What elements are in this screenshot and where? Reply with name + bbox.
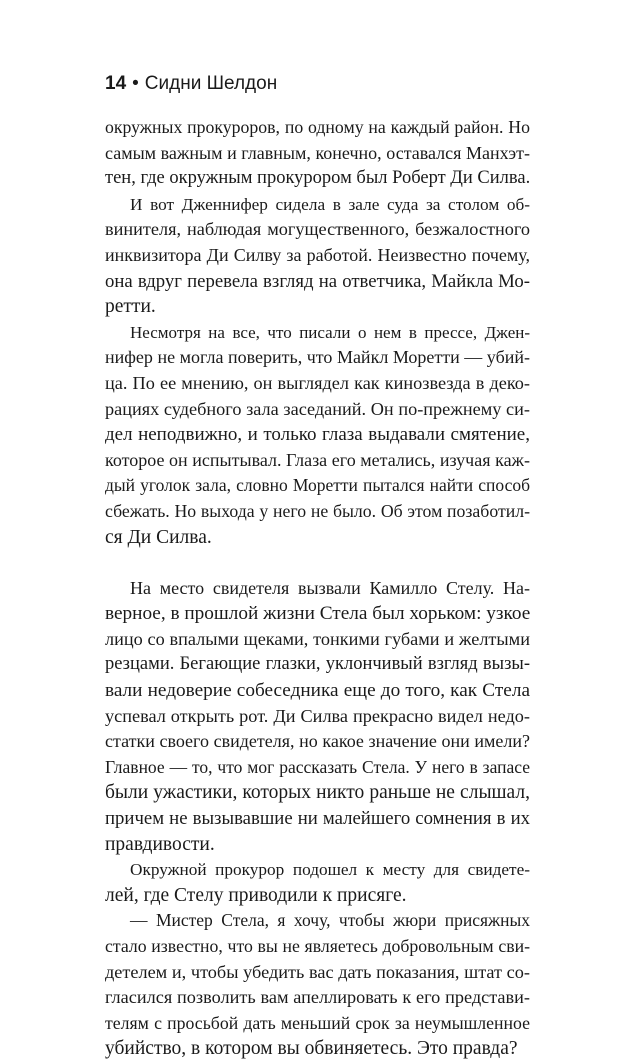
text-line: причем не вызывавшие ни малейшего сомнения в их (105, 808, 530, 830)
text-line: окружных прокуроров, по одному на каждый район. Но (105, 117, 530, 137)
text-line: гласился позволить вам апеллировать к его представи- (105, 987, 530, 1008)
text-line: она вдруг перевела взгляд на ответчика, Майкла Мо- (105, 270, 530, 292)
text-line: были ужастики, которых никто раньше не слышал, (105, 782, 530, 804)
section-break (105, 550, 530, 576)
text-line: резцами. Бегающие глазки, уклончивый взгляд вызы- (105, 654, 530, 675)
text-line: стало известно, что вы не являетесь добровольным сви- (105, 936, 530, 956)
text-line: И вот Дженнифер сидела в зале суда за столом об- (130, 194, 530, 214)
text-line: инквизитора Ди Силву за работой. Неизвестно почему, (105, 244, 530, 265)
text-line: лицо со впалыми щеками, тонкими губами и желтыми (105, 628, 530, 649)
text-line: Окружной прокурор подошел к месту для свидете- (130, 860, 530, 880)
text-line: рациях судебного зала заседаний. Он по-прежнему си- (105, 398, 530, 419)
text-line: дый уголок зала, словно Моретти пытался найти способ (105, 475, 530, 496)
text-line: нифер не могла поверить, что Майкл Моретти — убий- (105, 347, 530, 368)
text-line: статки своего свидетеля, но какое значение они имели? (105, 731, 530, 752)
text-line: Несмотря на все, что писали о нем в прессе, Джен- (130, 322, 530, 342)
text-line: телям с просьбой дать меньший срок за неумышленное (105, 1012, 530, 1033)
separator-bullet: • (132, 73, 139, 94)
page-number: 14 (105, 73, 127, 94)
text-line: винителя, наблюдая могущественного, безжалостного (105, 219, 530, 240)
running-head (105, 72, 277, 96)
text-line: вали недоверие собеседника еще до того, как Стела (105, 680, 530, 702)
text-line: верное, в прошлой жизни Стела был хорьком: узкое (105, 603, 531, 625)
text-line: успевал открыть рот. Ди Силва прекрасно видел недо- (105, 705, 530, 726)
text-line: ретти. (105, 296, 156, 318)
text-line: убийство, в котором вы обвиняетесь. Это правда? (105, 1038, 518, 1060)
text-line: самым важным и главным, конечно, оставался Манхэт- (105, 142, 530, 163)
text-line: которое он испытывал. Глаза его метались, изучая каж- (105, 449, 530, 470)
text-line: ца. По ее мнению, он выглядел как кинозвезда в деко- (105, 372, 530, 393)
text-line: ся Ди Силва. (105, 526, 212, 548)
text-line: лей, где Стелу приводили к присяге. (105, 884, 407, 906)
text-line: — Мистер Стела, я хочу, чтобы жюри присяжных (130, 910, 530, 931)
text-line: тен, где окружным прокурором был Роберт Ди Силва. (105, 168, 531, 189)
text-line: детелем и, чтобы убедить вас дать показания, штат со- (105, 961, 530, 982)
text-line: На место свидетеля вызвали Камилло Стелу. На- (130, 577, 530, 598)
text-line: сбежать. Но выхода у него не было. Об этом позаботил- (105, 500, 530, 521)
text-line: дел неподвижно, и только глаза выдавали смятение, (105, 424, 530, 446)
body-text (105, 115, 530, 1062)
text-line: правдивости. (105, 833, 215, 855)
text-line: Главное — то, что мог рассказать Стела. У него в запасе (105, 756, 530, 777)
author-name: Сидни Шелдон (144, 73, 278, 94)
